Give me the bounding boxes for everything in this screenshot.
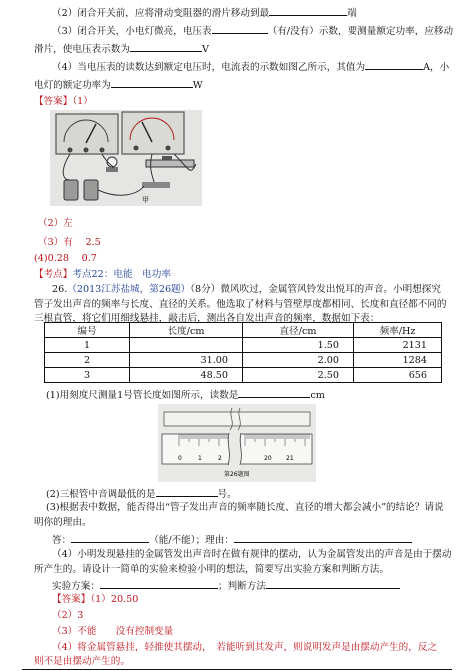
blank-voltage[interactable] <box>130 42 202 52</box>
blank-can-or-not[interactable] <box>71 533 149 543</box>
answer-4: (4)0.28 0.7 <box>34 253 97 264</box>
line-q2-3b: 滑片，使电压表示数为 V <box>34 44 209 55</box>
circuit-photo <box>50 110 202 206</box>
q26-answer-4b: 则不是由摆动产生的。 <box>34 656 130 667</box>
blank-current[interactable] <box>365 60 423 70</box>
q26-plan-line: 实验方案： ；判断方法 <box>52 579 400 593</box>
blank-judgement[interactable] <box>266 579 400 589</box>
q26-sub3a: (3)根据表中数据，能否得出“管子发出声音的频率随长度、直径的增大都会减小”的结论？请说 <box>46 502 444 513</box>
table-row: 1 1.50 2131 <box>45 338 442 353</box>
figure-label: 甲 <box>142 196 149 204</box>
frequency-table <box>44 322 442 383</box>
ruler-num-21: 21 <box>286 455 294 462</box>
blank-slider-end[interactable] <box>269 6 347 16</box>
ruler-num-20: 20 <box>264 455 272 462</box>
ruler-figure <box>158 404 316 482</box>
q26-intro: 26.（2013江苏盐城，第26题）（8分）微风吹过，金属管风铃发出悦耳的声音。小明想探究 <box>52 284 441 295</box>
th-diameter: 直径/cm <box>243 323 354 338</box>
answer-2: （2）左 <box>38 218 73 229</box>
q26-line2: 管子发出声音的频率与长度、直径的关系。他选取了材料与管壁厚度都相同、长度和直径都不同的 <box>34 299 447 310</box>
blank-reason[interactable] <box>234 533 412 543</box>
answer-tag: 【答案】 <box>34 96 73 107</box>
blank-length-reading[interactable] <box>238 388 310 398</box>
q26-source: （2013江苏盐城，第26题） <box>67 284 191 295</box>
page-footer-rule <box>22 669 452 670</box>
blank-experiment-plan[interactable] <box>100 579 218 589</box>
table-row: 3 48.50 2.50 656 <box>45 368 442 383</box>
answer-line-q2: 【答案】（1） <box>34 96 93 107</box>
line-q2-3: （3）闭合开关，小电灯微亮，电压表 （有/没有）示数，要测量额定功率，应移动 <box>52 26 454 37</box>
q26-answer-4a: （4）将金属管悬挂，轻推使其摆动， 若能听到其发声，则说明发声是由摆动产生的，反之 <box>52 642 438 653</box>
q26-sub3-answer: 答： （能/不能）；理由： <box>52 533 412 547</box>
blank-voltmeter-reading[interactable] <box>212 24 268 34</box>
ruler-num-1: 1 <box>198 455 202 462</box>
th-number: 编号 <box>45 323 130 338</box>
q26-sub1: (1)用刻度尺测量1号管长度如图所示，读数是 cm <box>46 390 325 401</box>
line-q2-2: （2）闭合开关前，应将滑动变阻器的滑片移动到最 端 <box>52 8 357 19</box>
line-q2-4: （4）当电压表的读数达到额定电压时，电流表的示数如图乙所示，其值为 A，小 <box>52 62 450 73</box>
q26-answer-3: （3）不能 没有控制变量 <box>52 626 174 637</box>
answer-line-q26: 【答案】（1）20.50 <box>52 594 139 605</box>
blank-lowest-pitch[interactable] <box>156 487 218 497</box>
table-header <box>45 323 442 338</box>
th-length: 长度/cm <box>130 323 243 338</box>
th-frequency: 频率/Hz <box>354 323 442 338</box>
ruler-num-2: 2 <box>218 455 222 462</box>
figure-caption: 第26题图 <box>224 471 250 478</box>
q26-answer-2: （2）3 <box>52 610 84 621</box>
q26-sub2: (2)三根管中音调最低的是 号。 <box>46 489 237 500</box>
ruler-num-0: 0 <box>178 455 182 462</box>
kaodian-line: 【考点】考点22：电能 电功率 <box>34 269 171 280</box>
q26-sub3b: 明你的理由。 <box>34 517 92 528</box>
q26-line3: 三根直管，将它们用细线悬挂，敲击后，测出各自发出声音的频率，数据如下表： <box>34 313 380 324</box>
line-q2-4b: 电灯的额定功率为 W <box>34 80 203 91</box>
q26-sub4b: 所产生的。请设计一简单的实验来检验小明的想法，简要写出实验方案和判断方法。 <box>34 564 389 575</box>
answer-3: （3）有 2.5 <box>38 237 101 248</box>
table-row: 2 31.00 2.00 1284 <box>45 353 442 368</box>
q26-sub4a: （4）小明发现悬挂的金属管发出声音时在做有规律的摆动，认为金属管发出的声音是由于摆动 <box>52 549 452 560</box>
blank-power[interactable] <box>111 78 193 88</box>
